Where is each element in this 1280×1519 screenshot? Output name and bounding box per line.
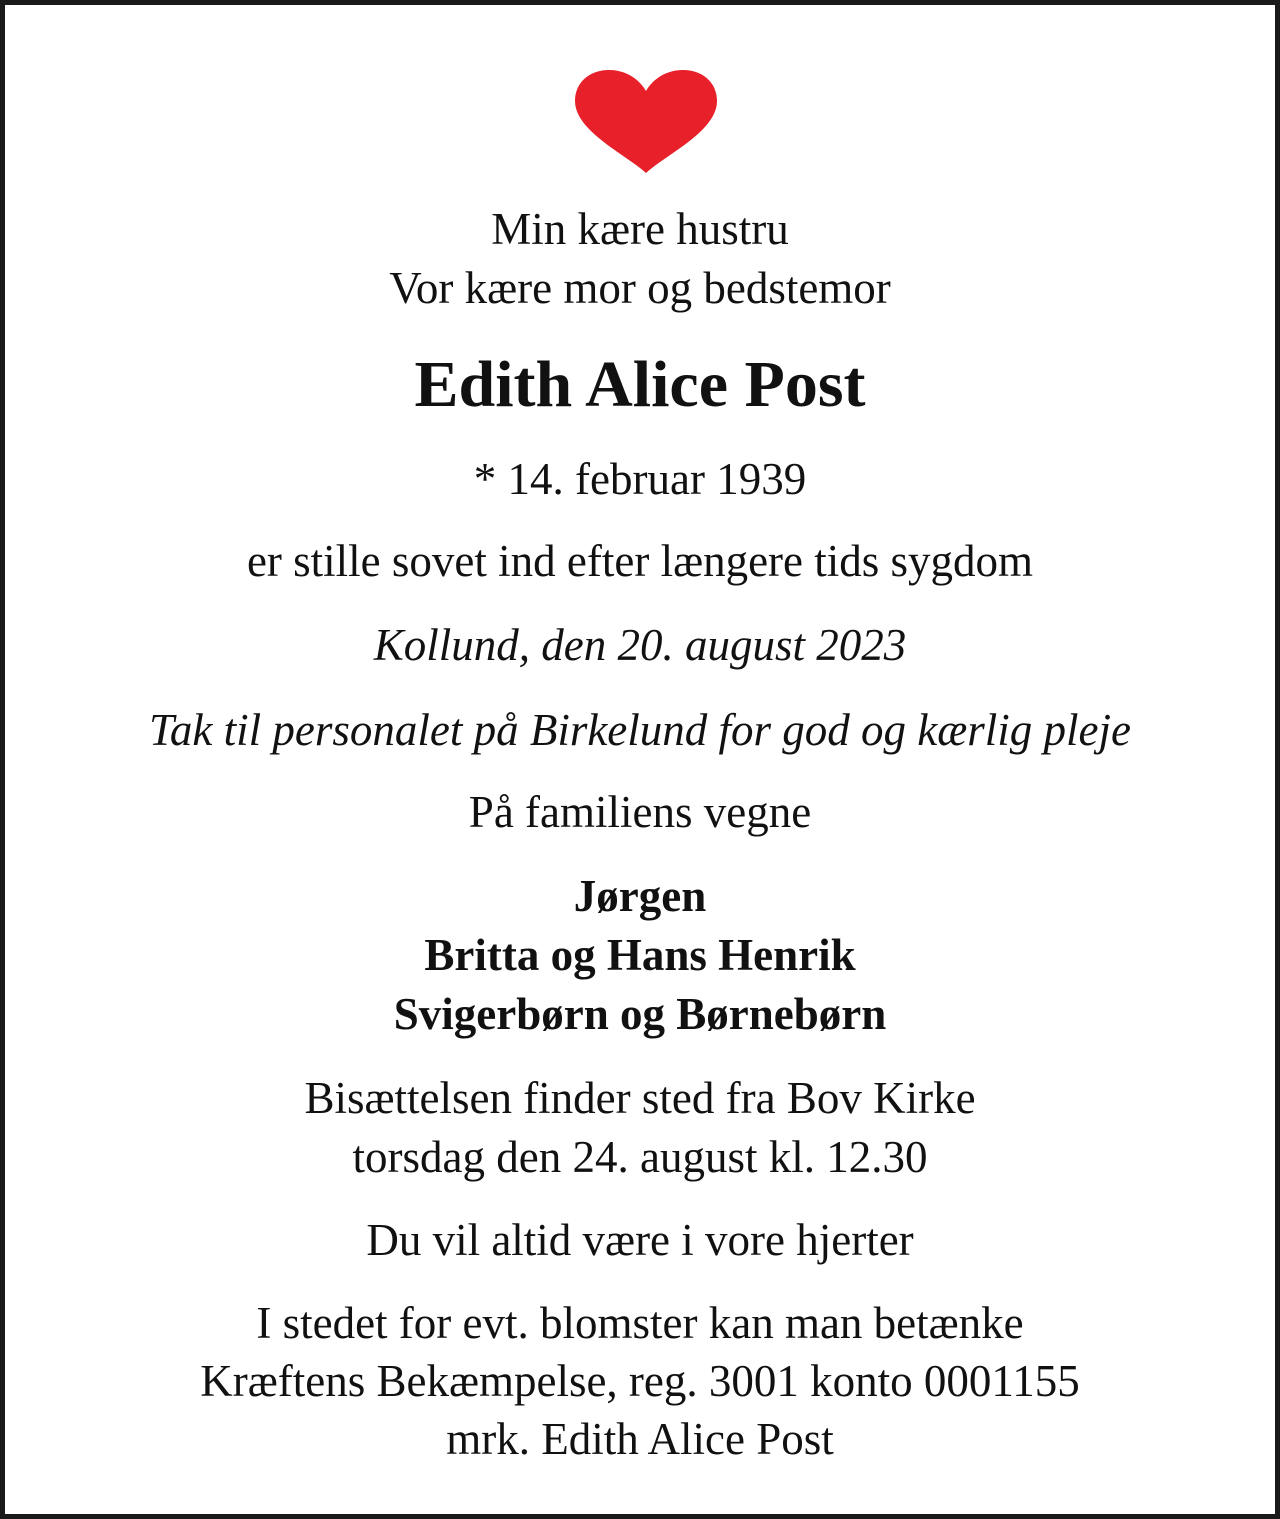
donation-line-2: Kræftens Bekæmpelse, reg. 3001 konto 0001155 — [200, 1356, 1080, 1406]
family-name-1: Jørgen — [573, 871, 707, 921]
intro-line-2: Vor kære mor og bedstemor — [389, 263, 891, 313]
heart-icon — [573, 69, 719, 175]
passed-statement: er stille sovet ind efter længere tids sygdom — [246, 536, 1034, 586]
heart-shape — [575, 70, 717, 173]
funeral-line-2: torsdag den 24. august kl. 12.30 — [352, 1132, 928, 1182]
family-name-3: Svigerbørn og Børnebørn — [393, 989, 887, 1039]
funeral-line-1: Bisættelsen finder sted fra Bov Kirke — [304, 1073, 976, 1123]
family-intro: På familiens vegne — [468, 787, 812, 837]
donation-line-1: I stedet for evt. blomster kan man betænke — [256, 1298, 1024, 1348]
donation-line-3: mrk. Edith Alice Post — [446, 1414, 834, 1464]
deceased-name: Edith Alice Post — [414, 348, 866, 421]
family-name-2: Britta og Hans Henrik — [424, 930, 856, 980]
place-and-date: Kollund, den 20. august 2023 — [373, 620, 907, 670]
thanks-text: Tak til personalet på Birkelund for god og kærlig pleje — [148, 705, 1132, 755]
birth-date: * 14. februar 1939 — [473, 454, 807, 504]
intro-line-1: Min kære hustru — [491, 204, 789, 254]
closing-text: Du vil altid være i vore hjerter — [366, 1215, 914, 1265]
